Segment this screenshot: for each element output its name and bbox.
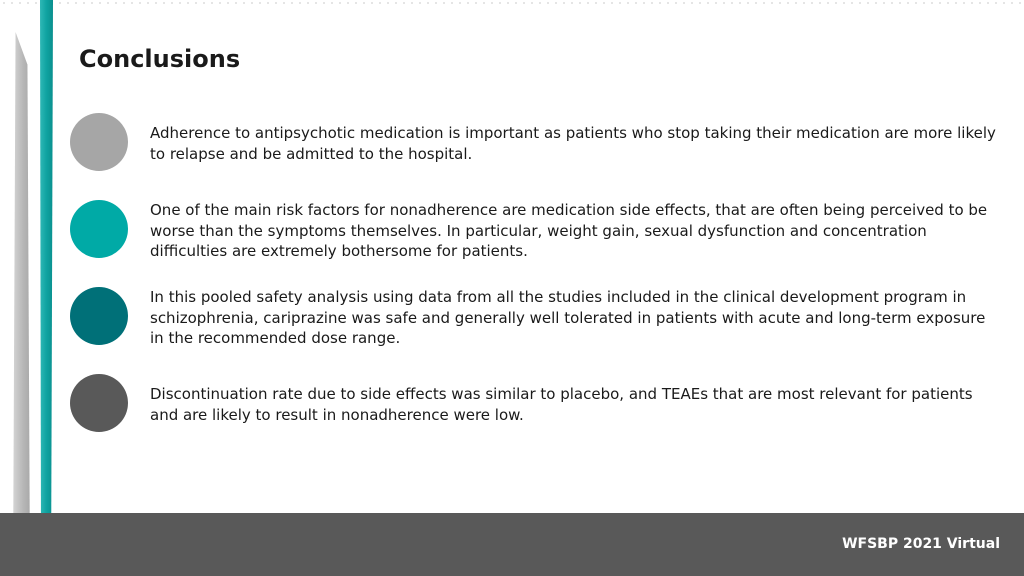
bullet-circle-2	[70, 200, 128, 258]
bullet-circle-1	[70, 113, 128, 171]
conclusion-point-2: One of the main risk factors for nonadherence are medication side effects, that are often being perceived to be worse than the symptoms themselves. In particular, weight gain, sexual dysfunction and concentration difficulties are extremely bothersome for patients.	[150, 201, 988, 260]
bullet-circle-4	[70, 374, 128, 432]
conclusion-point-1: Adherence to antipsychotic medication is important as patients who stop taking their medication are more likely to relapse and be admitted to the hospital.	[150, 124, 996, 163]
conclusion-point-4: Discontinuation rate due to side effects was similar to placebo, and TEAEs that are most relevant for patients and are likely to result in nonadherence were low.	[150, 385, 973, 424]
bullet-circle-3	[70, 287, 128, 345]
conclusion-point-3: In this pooled safety analysis using data from all the studies included in the clinical development program in schizophrenia, cariprazine was safe and generally well tolerated in patients with acute and long-term exposure in the recommended dose range.	[150, 288, 986, 347]
footer-label: WFSBP 2021 Virtual	[842, 536, 1000, 552]
decorative-gray-stripe	[13, 32, 30, 576]
top-dotted-border	[0, 0, 1024, 6]
decorative-teal-stripe	[40, 0, 53, 576]
slide-title: Conclusions	[79, 45, 241, 73]
